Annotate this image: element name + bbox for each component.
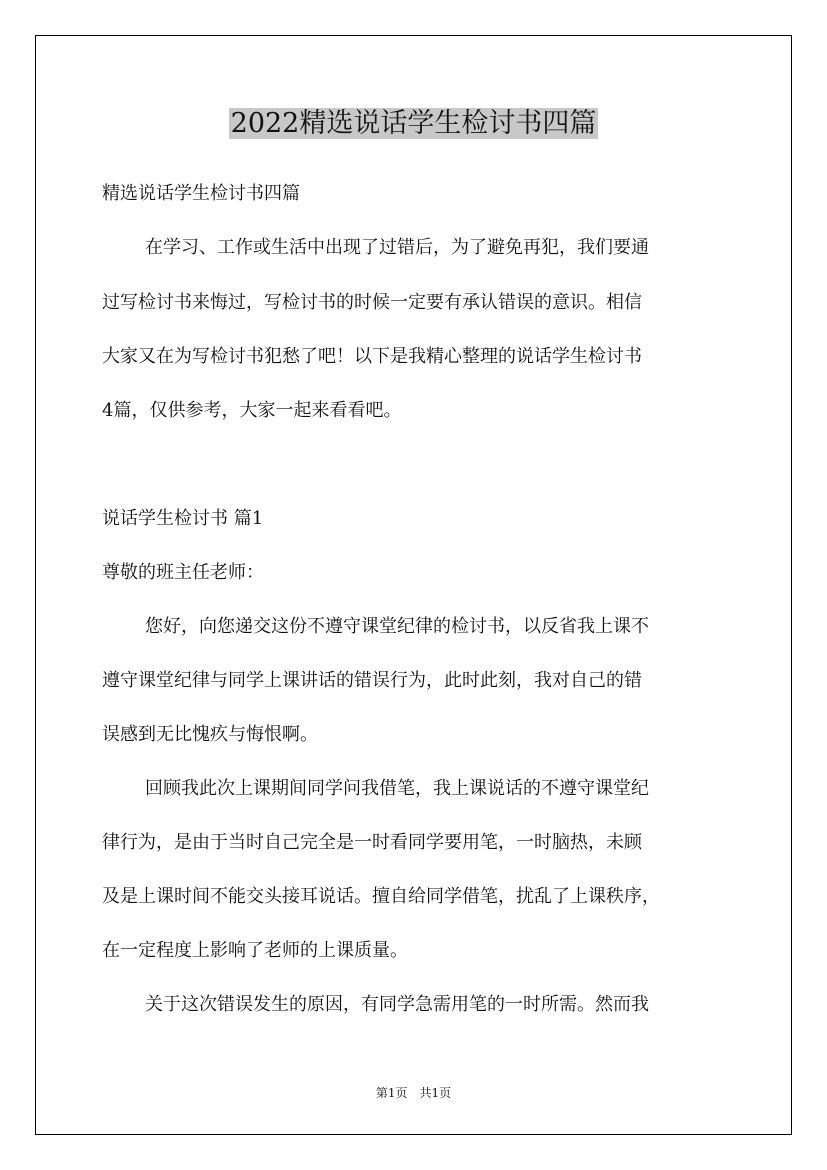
para1-line-3: 误感到无比愧疚与悔恨啊。 [102,724,318,745]
intro-line-2: 过写检讨书来悔过，写检讨书的时候一定要有承认错误的意识。相信 [102,292,642,313]
document-title [0,104,827,144]
para1-line-1: 您好，向您递交这份不遵守课堂纪律的检讨书，以反省我上课不 [145,616,649,637]
para2-line-2: 律行为，是由于当时自己完全是一时看同学要用笔，一时脑热，未顾 [102,832,642,853]
intro-line-3: 大家又在为写检讨书犯愁了吧！以下是我精心整理的说话学生检讨书 [102,346,642,367]
subtitle: 精选说话学生检讨书四篇 [102,183,300,204]
page-footer: 第1页 共1页 [375,1086,452,1100]
para2-line-3: 及是上课时间不能交头接耳说话。擅自给同学借笔，扰乱了上课秩序， [102,886,660,907]
para3-line-1: 关于这次错误发生的原因，有同学急需用笔的一时所需。然而我 [145,994,649,1015]
document-title-text: 2022精选说话学生检讨书四篇 [230,108,597,139]
salutation: 尊敬的班主任老师： [102,562,264,583]
intro-line-1: 在学习、工作或生活中出现了过错后，为了避免再犯，我们要通 [145,237,649,258]
para1-line-2: 遵守课堂纪律与同学上课讲话的错误行为，此时此刻，我对自己的错 [102,670,642,691]
intro-line-4: 4篇，仅供参考，大家一起来看看吧。 [102,400,402,421]
para2-line-1: 回顾我此次上课期间同学问我借笔，我上课说话的不遵守课堂纪 [145,778,649,799]
para2-line-4: 在一定程度上影响了老师的上课质量。 [102,940,408,961]
section-heading: 说话学生检讨书 篇1 [102,508,264,529]
